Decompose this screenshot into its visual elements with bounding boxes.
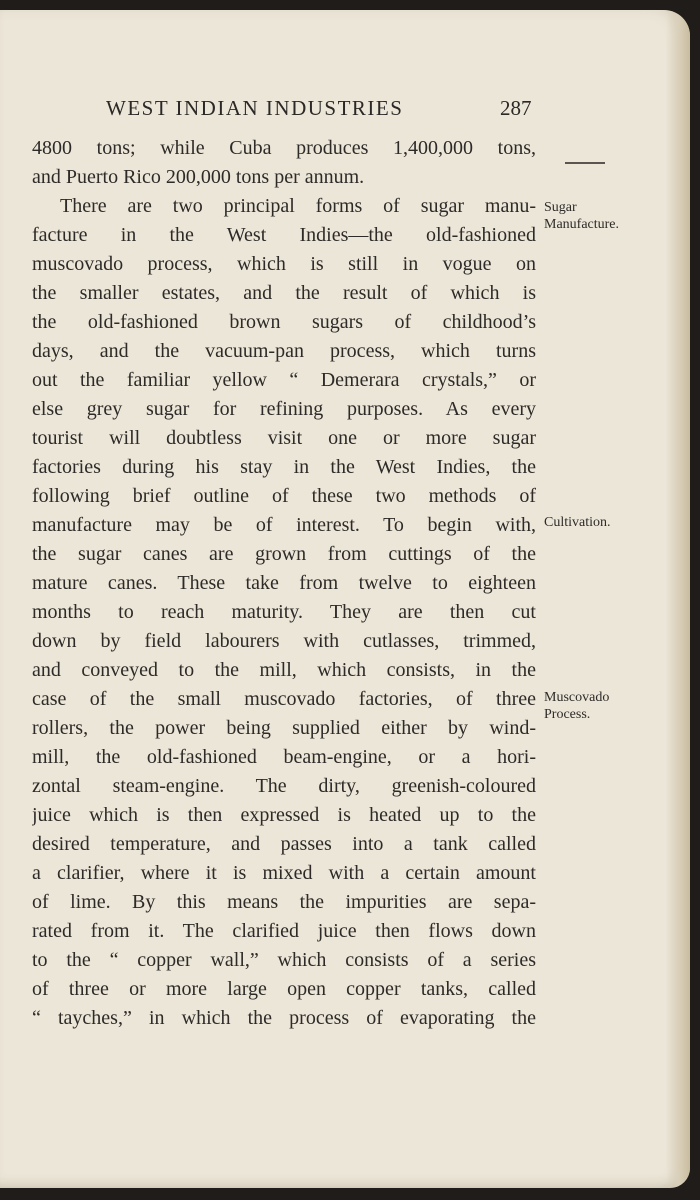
body-line: zontal steam-engine. The dirty, greenish-coloured (32, 775, 536, 797)
body-line: juice which is then expressed is heated up to the (32, 804, 536, 826)
body-line: and Puerto Rico 200,000 tons per annum. (32, 166, 365, 188)
body-line: muscovado process, which is still in vogue on (32, 253, 536, 275)
page-number: 287 (500, 96, 532, 120)
body-line: out the familiar yellow “ Demerara crystals,” or (32, 369, 536, 391)
body-line: down by field labourers with cutlasses, trimmed, (32, 630, 536, 652)
body-line: mature canes. These take from twelve to eighteen (32, 572, 536, 594)
book-page (0, 10, 690, 1188)
margin-note-muscovado-process (544, 690, 609, 723)
body-line: “ tayches,” in which the process of evaporating the (32, 1007, 536, 1029)
body-line: of three or more large open copper tanks, called (32, 978, 536, 1000)
body-line: case of the small muscovado factories, of three (32, 688, 536, 710)
margin-note-line: Process. (544, 707, 591, 722)
margin-note-line: Manufacture. (544, 217, 620, 232)
body-line: days, and the vacuum-pan process, which turns (32, 340, 536, 362)
body-line: and conveyed to the mill, which consists, in the (32, 659, 536, 681)
margin-note-sugar-manufacture (544, 200, 619, 233)
running-title: WEST INDIAN INDUSTRIES (106, 96, 404, 120)
body-line: the old-fashioned brown sugars of childhood’s (32, 311, 536, 333)
page-edge-shadow (666, 10, 690, 1188)
body-line: to the “ copper wall,” which consists of a series (32, 949, 536, 971)
body-line: facture in the West Indies—the old-fashioned (32, 224, 536, 246)
body-line: desired temperature, and passes into a tank called (32, 833, 536, 855)
margin-note-line: Sugar (544, 200, 577, 215)
body-line: rollers, the power being supplied either by wind- (32, 717, 536, 739)
margin-rule (565, 162, 605, 164)
body-line: months to reach maturity. They are then cut (32, 601, 536, 623)
body-line: the smaller estates, and the result of which is (32, 282, 536, 304)
body-line: rated from it. The clarified juice then flows down (32, 920, 536, 942)
body-line: factories during his stay in the West Indies, the (32, 456, 536, 478)
body-line: a clarifier, where it is mixed with a certain amount (32, 862, 536, 884)
body-text (32, 134, 536, 1033)
body-line: mill, the old-fashioned beam-engine, or a hori- (32, 746, 536, 768)
body-line: the sugar canes are grown from cuttings of the (32, 543, 536, 565)
body-line: There are two principal forms of sugar manu- (60, 195, 536, 217)
margin-note-cultivation (544, 515, 611, 531)
margin-note-line: Muscovado (544, 690, 610, 705)
body-line: following brief outline of these two methods of (32, 485, 536, 507)
body-line: manufacture may be of interest. To begin with, (32, 514, 536, 536)
body-line: else grey sugar for refining purposes. As every (32, 398, 536, 420)
body-line: tourist will doubtless visit one or more sugar (32, 427, 536, 449)
body-line: of lime. By this means the impurities are sepa- (32, 891, 536, 913)
body-line: 4800 tons; while Cuba produces 1,400,000 tons, (32, 137, 536, 159)
margin-note-line: Cultivation. (544, 515, 611, 530)
